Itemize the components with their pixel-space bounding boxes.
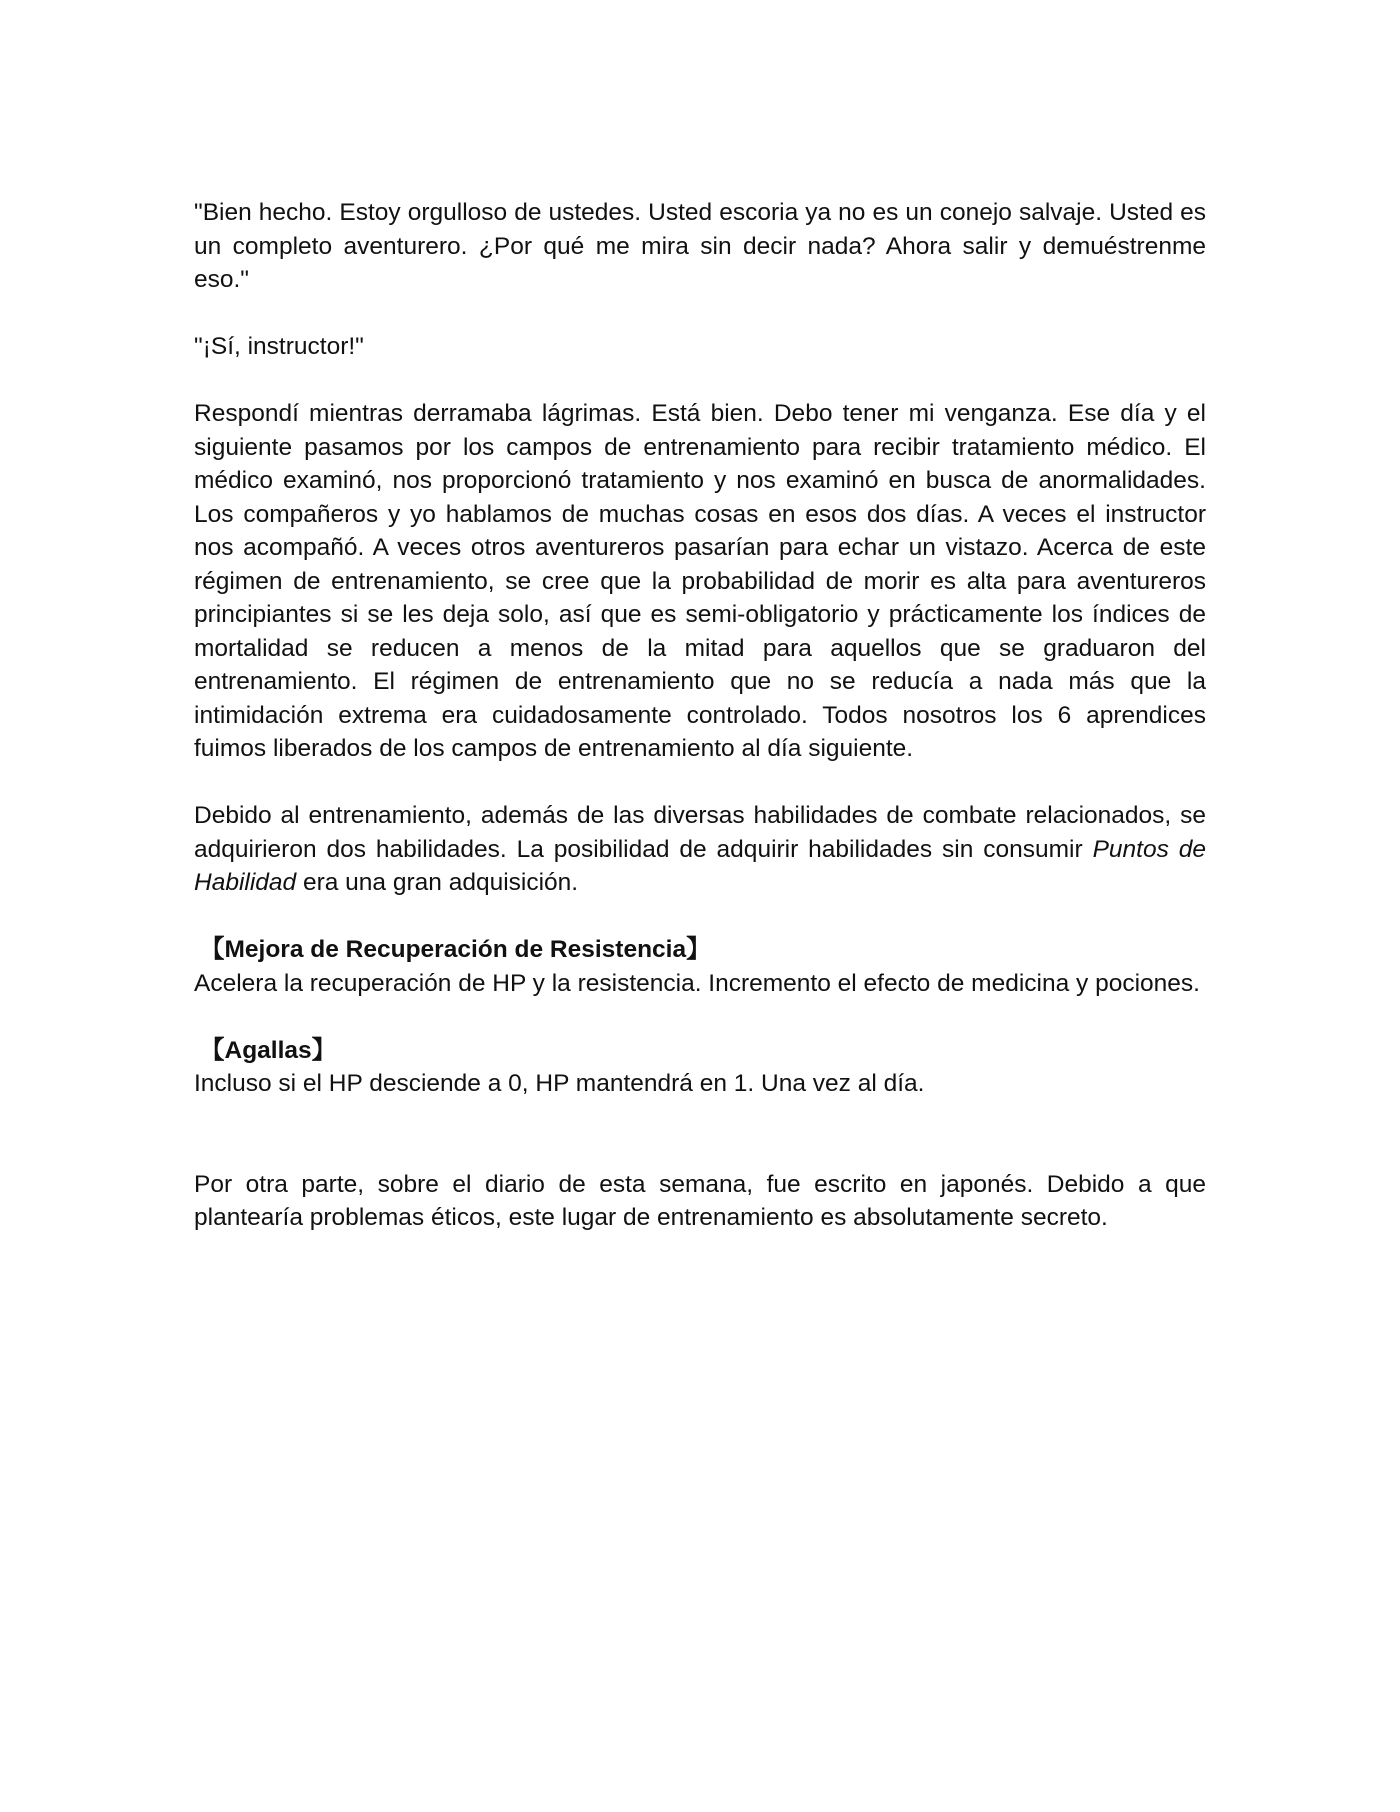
blank-line-spacer bbox=[194, 1134, 1206, 1168]
paragraph-diary-note: Por otra parte, sobre el diario de esta semana, fue escrito en japonés. Debido a que plantearía problemas éticos, este lugar de entrenamiento es absolutamente secreto. bbox=[194, 1170, 1206, 1231]
skills-intro-text-end: era una gran adquisición. bbox=[296, 869, 579, 896]
document-page bbox=[194, 196, 1206, 1268]
paragraph-training-narrative: Respondí mientras derramaba lágrimas. Está bien. Debo tener mi venganza. Ese día y el siguiente pasamos por los campos de entrenamiento para recibir tratamiento médico. El médico examinó, nos proporcionó tratamiento y nos examinó en busca de anormalidades. Los compañeros y yo hablamos de muchas cosas en esos dos días. A veces el instructor nos acompañó. A veces otros aventureros pasarían para echar un vistazo. Acerca de este régimen de entrenamiento, se cree que la probabilidad de morir es alta para aventureros principiantes si se les deja solo, así que es semi-obligatorio y prácticamente los índices de mortalidad se reducen a menos de la mitad para aquellos que se graduaron del entrenamiento. El régimen de entrenamiento que no se reducía a nada más que la intimidación extrema era cuidadosamente controlado. Todos nosotros los 6 aprendices fuimos liberados de los campos de entrenamiento al día siguiente. bbox=[194, 400, 1206, 762]
skill-title: 【Mejora de Recuperación de Resistencia】 bbox=[200, 936, 711, 963]
skill-title: 【Agallas】 bbox=[200, 1036, 337, 1064]
skill-entry bbox=[194, 933, 1206, 1000]
skills-intro-text-start: Debido al entrenamiento, además de las diversas habilidades de combate relacionados, se adquirieron dos habilidades. La posibilidad de adquirir habilidades sin consumir bbox=[194, 802, 1206, 863]
skills-intro-italic-term: Puntos de Habilidad bbox=[194, 835, 1206, 896]
paragraph-reply: "¡Sí, instructor!" bbox=[194, 333, 364, 360]
skill-description: Acelera la recuperación de HP y la resistencia. Incremento el efecto de medicina y pociones. bbox=[194, 969, 1200, 997]
skill-description: Incluso si el HP desciende a 0, HP mantendrá en 1. Una vez al día. bbox=[194, 1070, 925, 1097]
skill-entry bbox=[194, 1034, 1206, 1101]
paragraph-skills-intro bbox=[194, 799, 1206, 900]
paragraph-instructor-speech: "Bien hecho. Estoy orgulloso de ustedes. Usted escoria ya no es un conejo salvaje. Usted es un completo aventurero. ¿Por qué me mira sin decir nada? Ahora salir y demuéstrenme eso." bbox=[194, 199, 1206, 293]
